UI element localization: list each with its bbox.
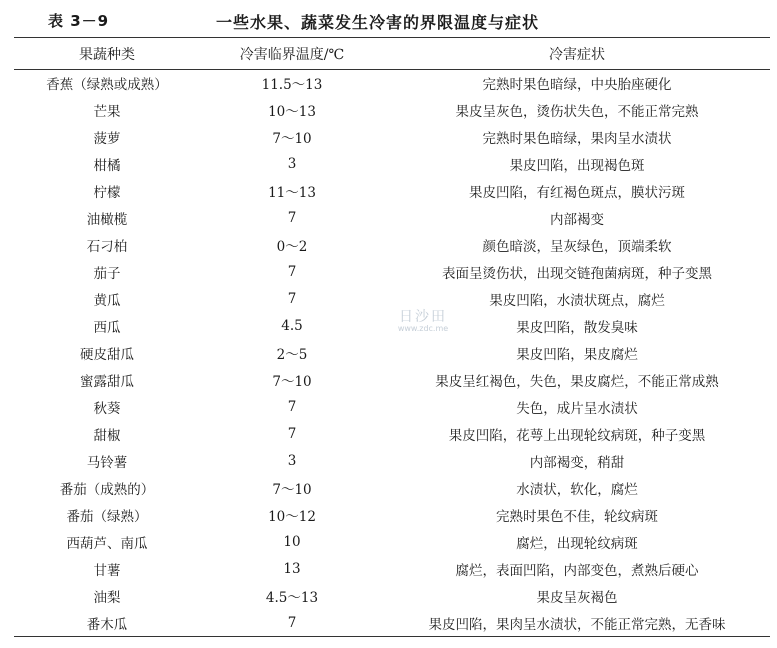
cell-critical-temperature: 3 [287, 453, 297, 469]
cell-injury-symptoms: 完熟时果色暗绿，中央胎座硬化 [482, 77, 672, 94]
table-number: 表 3－9 [48, 12, 110, 30]
cell-injury-symptoms: 果皮凹陷，出现褐色斑 [509, 158, 645, 174]
cell-produce-type: 甘薯 [93, 563, 121, 579]
cell-critical-temperature: 11.5～13 [261, 77, 323, 94]
cell-injury-symptoms: 腐烂，表面凹陷，内部变色，煮熟后硬心 [455, 563, 699, 579]
cell-produce-type: 硬皮甜瓜 [80, 347, 134, 363]
cell-critical-temperature: 7 [287, 264, 297, 280]
table-row [14, 259, 770, 286]
cell-injury-symptoms: 果皮呈灰褐色 [536, 590, 618, 606]
table-row [14, 178, 770, 205]
cell-critical-temperature: 7 [287, 426, 297, 442]
cell-produce-type: 马铃薯 [86, 455, 128, 471]
watermark-url: www.zdc.me [397, 324, 449, 334]
table-row [14, 583, 770, 610]
cell-critical-temperature: 10～13 [268, 104, 316, 120]
table-row [14, 394, 770, 421]
cell-injury-symptoms: 腐烂，出现轮纹病斑 [516, 536, 638, 552]
cell-produce-type: 番木瓜 [86, 616, 128, 633]
table-row [14, 97, 770, 124]
cell-injury-symptoms: 果皮凹陷，散发臭味 [516, 320, 638, 336]
cell-produce-type: 油梨 [93, 590, 121, 606]
cell-critical-temperature: 4.5～13 [265, 590, 319, 606]
table-row [14, 124, 770, 151]
cell-injury-symptoms: 果皮凹陷，果肉呈水渍状，不能正常完熟，无香味 [428, 616, 726, 633]
cell-injury-symptoms: 果皮呈红褐色，失色，果皮腐烂，不能正常成熟 [435, 374, 719, 390]
header-critical-temperature: 冷害临界温度/℃ [239, 46, 345, 63]
cell-critical-temperature: 7 [287, 210, 297, 226]
cell-produce-type: 黄瓜 [93, 293, 121, 309]
cell-produce-type: 番茄（成熟的） [59, 482, 155, 498]
cell-produce-type: 番茄（绿熟） [66, 509, 148, 525]
cell-critical-temperature: 7 [287, 614, 297, 631]
cell-injury-symptoms: 失色，成片呈水渍状 [516, 401, 638, 417]
cell-critical-temperature: 7～10 [272, 374, 312, 390]
cell-injury-symptoms: 水渍状，软化，腐烂 [516, 482, 638, 498]
table-row [14, 475, 770, 502]
table-row [14, 367, 770, 394]
cell-injury-symptoms: 果皮凹陷，水渍状斑点，腐烂 [489, 293, 665, 309]
cell-injury-symptoms: 完熟时果色暗绿，果肉呈水渍状 [482, 131, 672, 147]
header-injury-symptoms: 冷害症状 [549, 46, 605, 63]
cell-critical-temperature: 0～2 [276, 239, 308, 255]
table-row [14, 421, 770, 448]
cell-injury-symptoms: 完熟时果色不佳，轮纹病斑 [496, 509, 658, 525]
table-row [14, 286, 770, 313]
table-row [14, 205, 770, 232]
cell-produce-type: 甜椒 [93, 428, 121, 444]
cell-injury-symptoms: 表面呈烫伤状，出现交链孢菌病斑，种子变黑 [442, 266, 712, 282]
cell-injury-symptoms: 内部褐变，稍甜 [529, 455, 625, 471]
table-row [14, 232, 770, 259]
table-row [14, 313, 770, 340]
header-produce-type: 果蔬种类 [79, 46, 135, 63]
cell-produce-type: 香蕉（绿熟或成熟） [46, 77, 168, 94]
chilling-injury-table [14, 37, 770, 637]
table-row [14, 529, 770, 556]
cell-injury-symptoms: 内部褐变 [550, 212, 604, 228]
cell-injury-symptoms: 果皮凹陷，花萼上出现轮纹病斑，种子变黑 [448, 428, 706, 444]
cell-critical-temperature: 13 [283, 561, 301, 577]
table-title: 一些水果、蔬菜发生冷害的界限温度与症状 [216, 13, 540, 32]
cell-critical-temperature: 7 [287, 291, 297, 307]
cell-produce-type: 西瓜 [93, 320, 121, 336]
table-row [14, 340, 770, 367]
cell-injury-symptoms: 颜色暗淡，呈灰绿色，顶端柔软 [482, 239, 672, 255]
cell-critical-temperature: 3 [287, 156, 297, 172]
cell-critical-temperature: 7～10 [272, 131, 312, 147]
cell-critical-temperature: 4.5 [281, 318, 303, 334]
cell-critical-temperature: 10 [283, 534, 301, 550]
watermark-text: 日沙田 [399, 309, 447, 325]
cell-injury-symptoms: 果皮凹陷，果皮腐烂 [516, 347, 638, 363]
table-caption [48, 8, 768, 32]
cell-critical-temperature: 10～12 [268, 509, 316, 525]
cell-critical-temperature: 7～10 [272, 482, 312, 498]
table-row [14, 610, 770, 637]
cell-produce-type: 蜜露甜瓜 [80, 374, 134, 390]
table-header-row [14, 38, 770, 70]
table-row [14, 151, 770, 178]
table-row [14, 448, 770, 475]
cell-injury-symptoms: 果皮凹陷，有红褐色斑点，膜状污斑 [469, 185, 685, 201]
cell-critical-temperature: 7 [287, 399, 297, 415]
cell-critical-temperature: 11～13 [268, 185, 316, 201]
cell-critical-temperature: 2～5 [276, 347, 308, 363]
cell-produce-type: 西葫芦、南瓜 [66, 536, 148, 552]
cell-produce-type: 油橄榄 [86, 212, 128, 228]
table-row [14, 556, 770, 583]
cell-produce-type: 菠萝 [93, 131, 121, 147]
cell-produce-type: 柑橘 [93, 158, 121, 174]
cell-produce-type: 石刁柏 [86, 239, 128, 255]
cell-produce-type: 秋葵 [93, 401, 121, 417]
table-body [14, 70, 770, 637]
cell-produce-type: 柠檬 [93, 185, 121, 201]
table-row [14, 70, 770, 97]
cell-injury-symptoms: 果皮呈灰色，烫伤状失色，不能正常完熟 [455, 104, 699, 120]
cell-produce-type: 茄子 [93, 266, 121, 282]
table-row [14, 502, 770, 529]
cell-produce-type: 芒果 [93, 104, 121, 120]
